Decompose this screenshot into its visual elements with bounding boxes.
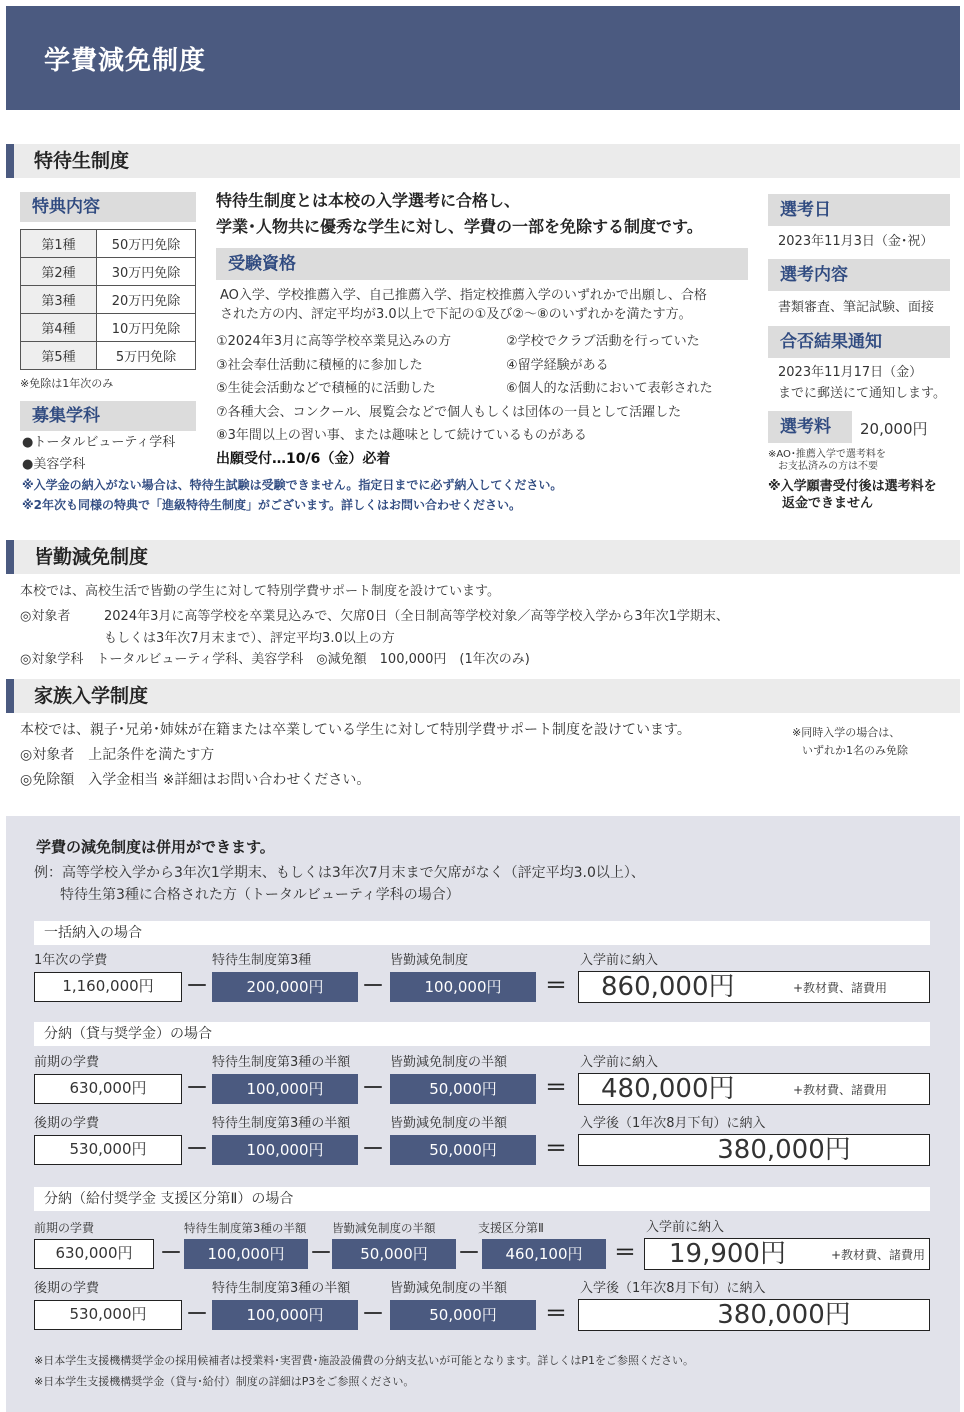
qual-header — [216, 248, 748, 280]
kaikin-dept: ◎対象学科 トータルビューティ学科、美容学科 ◎減免額 100,000円 (1年次のみ) — [20, 652, 530, 667]
label: 皆勤減免制度 — [390, 953, 469, 968]
dept-list — [22, 432, 175, 476]
label: 特待生制度第3種の半額 — [184, 1221, 307, 1235]
value-box-dark: 100,000円 — [212, 1074, 358, 1104]
section-tokutai-header — [6, 144, 960, 178]
label: 後期の学費 — [34, 1281, 100, 1296]
result-value: 480,000円 — [601, 1074, 735, 1104]
value-box: 630,000円 — [34, 1074, 182, 1104]
kazoku-note — [792, 724, 908, 760]
label: 後期の学費 — [34, 1116, 100, 1131]
cond-4: ④留学経験がある — [506, 358, 609, 373]
equals-sign: ＝ — [544, 1302, 567, 1327]
minus-sign: － — [185, 1137, 208, 1162]
extra-note: +教材費、諸費用 — [830, 1248, 925, 1262]
kaikin-target-label: ◎対象者 — [20, 609, 71, 624]
value-box-dark: 100,000円 — [390, 972, 536, 1002]
grant-bar — [34, 1187, 930, 1211]
exam-content-header — [768, 259, 950, 291]
intro-line: 学業･人物共に優秀な学生に対し、学費の一部を免除する制度です。 — [216, 217, 703, 236]
label: 皆勤減免制度の半額 — [332, 1221, 436, 1235]
fee-amount: 20,000円 — [860, 420, 928, 438]
label: 皆勤減免制度の半額 — [390, 1281, 508, 1296]
loan-title: 分納（貸与奨学金）の場合 — [44, 1026, 212, 1042]
section-kazoku-header — [6, 679, 960, 713]
kazoku-amount: ◎免除額 入学金相当 ※詳細はお問い合わせください。 — [20, 772, 371, 788]
cond-3: ③社会奉仕活動に積極的に参加した — [216, 358, 423, 373]
benefit-amount: 5万円免除 — [97, 342, 196, 370]
cond-5: ⑤生徒会活動などで積極的に活動した — [216, 381, 436, 396]
fee-warn-line: ※入学願書受付後は選考料を — [768, 479, 937, 494]
label: 1年次の学費 — [34, 953, 108, 968]
fee-title: 選考料 — [780, 417, 831, 437]
label: 前期の学費 — [34, 1055, 100, 1070]
fee-header — [768, 411, 852, 443]
minus-sign: － — [361, 1302, 384, 1327]
benefits-title: 特典内容 — [32, 197, 100, 217]
kazoku-intro: 本校では、親子･兄弟･姉妹が在籍または卒業している学生に対して特別学費サポート制度を設けています。 — [20, 722, 691, 738]
equals-sign: ＝ — [544, 1137, 567, 1162]
label: 入学後（1年次8月下旬）に納入 — [580, 1116, 766, 1131]
qual-line: された方の内、評定平均が3.0以上で下記の①及び②～⑧のいずれかを満たす方。 — [220, 307, 692, 322]
value-box: 530,000円 — [34, 1135, 182, 1165]
deadline: 出願受付…10/6（金）必着 — [216, 451, 391, 467]
cond-6: ⑥個人的な活動において表彰された — [506, 381, 713, 396]
result-box — [644, 1238, 930, 1270]
minus-sign: － — [185, 974, 208, 999]
grant-title: 分納（給付奨学金 支援区分第Ⅱ）の場合 — [44, 1191, 294, 1207]
benefit-rank: 第5種 — [21, 342, 97, 370]
label: 皆勤減免制度の半額 — [390, 1116, 508, 1131]
qual-line: AO入学、学校推薦入学、自己推薦入学、指定校推薦入学のいずれかで出願し、合格 — [220, 288, 707, 303]
kaikin-intro: 本校では、高校生活で皆勤の学生に対して特別学費サポート制度を設けています。 — [20, 584, 500, 599]
value-box-dark: 100,000円 — [212, 1300, 358, 1330]
value-box: 630,000円 — [34, 1239, 154, 1269]
result-line: 2023年11月17日（金） — [778, 365, 923, 380]
table-row — [21, 314, 196, 342]
kazoku-note-line: ※同時入学の場合は、 — [792, 726, 901, 739]
exam-content: 書類審査、筆記試験、面接 — [778, 300, 935, 315]
foot-note-1: ※日本学生支援機構奨学金の採用候補者は授業料･実習費･施設設備費の分納支払いが可能となります。詳しくはP1をご参照ください。 — [34, 1354, 694, 1367]
kazoku-note-line: いずれか1名のみ免除 — [802, 744, 908, 757]
result-value: 380,000円 — [717, 1135, 851, 1165]
qual-text — [220, 286, 707, 324]
list-item: ●トータルビューティ学科 — [22, 435, 176, 450]
benefit-amount: 30万円免除 — [97, 258, 196, 286]
cond-7: ⑦各種大会、コンクール、展覧会などで個人もしくは団体の一員として活躍した — [216, 405, 682, 420]
benefit-rank: 第1種 — [21, 230, 97, 258]
label: 入学前に納入 — [646, 1220, 725, 1235]
table-row — [21, 230, 196, 258]
result-value: 860,000円 — [601, 972, 735, 1002]
section-kaikin-title: 皆勤減免制度 — [34, 546, 149, 568]
label: 入学前に納入 — [580, 953, 659, 968]
fee-note-line: お支払済みの方は不要 — [778, 461, 878, 472]
section-kaikin-header — [6, 540, 960, 574]
value-box-dark: 50,000円 — [390, 1074, 536, 1104]
benefits-table — [20, 229, 196, 370]
minus-sign: － — [185, 1076, 208, 1101]
table-row — [21, 286, 196, 314]
cond-1: ①2024年3月に高等学校卒業見込みの方 — [216, 334, 452, 349]
qual-title: 受験資格 — [228, 254, 296, 274]
result-text — [778, 362, 946, 404]
benefit-rank: 第2種 — [21, 258, 97, 286]
table-row — [21, 258, 196, 286]
foot-note-2: ※日本学生支援機構奨学金（貸与･給付）制度の詳細はP3をご参照ください。 — [34, 1375, 415, 1388]
label: 支援区分第Ⅱ — [478, 1221, 544, 1235]
benefit-rank: 第3種 — [21, 286, 97, 314]
result-value: 380,000円 — [717, 1300, 851, 1330]
page-title: 学費減免制度 — [44, 46, 207, 76]
result-box — [578, 1299, 930, 1331]
extra-note: +教材費、諸費用 — [792, 1083, 887, 1097]
benefit-amount: 50万円免除 — [97, 230, 196, 258]
equals-sign: ＝ — [613, 1241, 636, 1266]
result-line: までに郵送にて通知します。 — [778, 386, 946, 401]
minus-sign: － — [159, 1241, 182, 1266]
example-line: 特待生第3種に合格された方（トータルビューティ学科の場合） — [60, 887, 460, 903]
minus-sign: － — [361, 974, 384, 999]
minus-sign: － — [309, 1241, 332, 1266]
table-row — [21, 342, 196, 370]
dept-header — [20, 401, 196, 431]
result-header — [768, 326, 950, 358]
combo-example — [34, 862, 645, 906]
value-box-dark: 200,000円 — [212, 972, 358, 1002]
intro-line: 特待生制度とは本校の入学選考に合格し、 — [216, 191, 521, 210]
exam-date-header — [768, 194, 950, 226]
lump-bar — [34, 921, 930, 945]
result-box — [578, 1073, 930, 1105]
kaikin-target-2: もしくは3年次7月末まで）、評定平均3.0以上の方 — [104, 631, 395, 646]
value-box-dark: 100,000円 — [212, 1135, 358, 1165]
fee-warn — [768, 478, 937, 512]
minus-sign: － — [361, 1137, 384, 1162]
fee-note-line: ※AO･推薦入学で選考料を — [768, 449, 886, 460]
warn-1: ※入学金の納入がない場合は、特待生試験は受験できません。指定日までに必ず納入してください。 — [22, 478, 563, 492]
label: 皆勤減免制度の半額 — [390, 1055, 508, 1070]
dept-title: 募集学科 — [32, 406, 100, 426]
value-box-dark: 100,000円 — [184, 1239, 308, 1269]
fee-note — [768, 449, 886, 473]
combo-title: 学費の減免制度は併用ができます。 — [36, 838, 275, 856]
loan-bar — [34, 1022, 930, 1046]
warn-2: ※2年次も同様の特典で「進級特待生制度」がございます。詳しくはお問い合わせください。 — [22, 498, 522, 512]
list-item: ●美容学科 — [22, 457, 86, 472]
equals-sign: ＝ — [544, 974, 567, 999]
label: 特待生制度第3種 — [212, 953, 312, 968]
minus-sign: － — [185, 1302, 208, 1327]
value-box-dark: 50,000円 — [390, 1300, 536, 1330]
value-box-dark: 460,100円 — [482, 1239, 606, 1269]
kaikin-target-1: 2024年3月に高等学校を卒業見込みで、欠席0日（全日制高等学校対象／高等学校入学から3年次1学期末、 — [104, 609, 729, 624]
label: 前期の学費 — [34, 1221, 95, 1235]
benefits-note: ※免除は1年次のみ — [20, 377, 114, 390]
section-kazoku-title: 家族入学制度 — [34, 685, 149, 707]
label: 特待生制度第3種の半額 — [212, 1116, 351, 1131]
section-tokutai-title: 特待生制度 — [34, 150, 130, 172]
kazoku-target: ◎対象者 上記条件を満たす方 — [20, 747, 215, 763]
result-value: 19,900円 — [669, 1239, 786, 1269]
value-box: 530,000円 — [34, 1300, 182, 1330]
value-box: 1,160,000円 — [34, 972, 182, 1002]
result-title: 合否結果通知 — [780, 332, 882, 352]
tokutai-intro — [216, 188, 703, 240]
benefit-amount: 10万円免除 — [97, 314, 196, 342]
exam-content-title: 選考内容 — [780, 265, 848, 285]
exam-date-title: 選考日 — [780, 200, 831, 220]
value-box-dark: 50,000円 — [332, 1239, 456, 1269]
result-box — [578, 971, 930, 1003]
cond-2: ②学校でクラブ活動を行っていた — [506, 334, 700, 349]
benefit-rank: 第4種 — [21, 314, 97, 342]
minus-sign: － — [457, 1241, 480, 1266]
example-line: 例：高等学校入学から3年次1学期末、もしくは3年次7月末まで欠席がなく（評定平均3.0以上）、 — [34, 865, 645, 881]
result-box — [578, 1134, 930, 1166]
benefits-header — [20, 192, 196, 222]
label: 特待生制度第3種の半額 — [212, 1055, 351, 1070]
extra-note: +教材費、諸費用 — [792, 981, 887, 995]
value-box-dark: 50,000円 — [390, 1135, 536, 1165]
minus-sign: － — [361, 1076, 384, 1101]
fee-warn-line: 返金できません — [782, 496, 874, 511]
equals-sign: ＝ — [544, 1076, 567, 1101]
exam-date: 2023年11月3日（金･祝） — [778, 234, 934, 249]
cond-8: ⑧3年間以上の習い事、または趣味として続けているものがある — [216, 428, 587, 443]
lump-title: 一括納入の場合 — [44, 925, 142, 941]
label: 特待生制度第3種の半額 — [212, 1281, 351, 1296]
label: 入学前に納入 — [580, 1055, 659, 1070]
benefit-amount: 20万円免除 — [97, 286, 196, 314]
label: 入学後（1年次8月下旬）に納入 — [580, 1281, 766, 1296]
